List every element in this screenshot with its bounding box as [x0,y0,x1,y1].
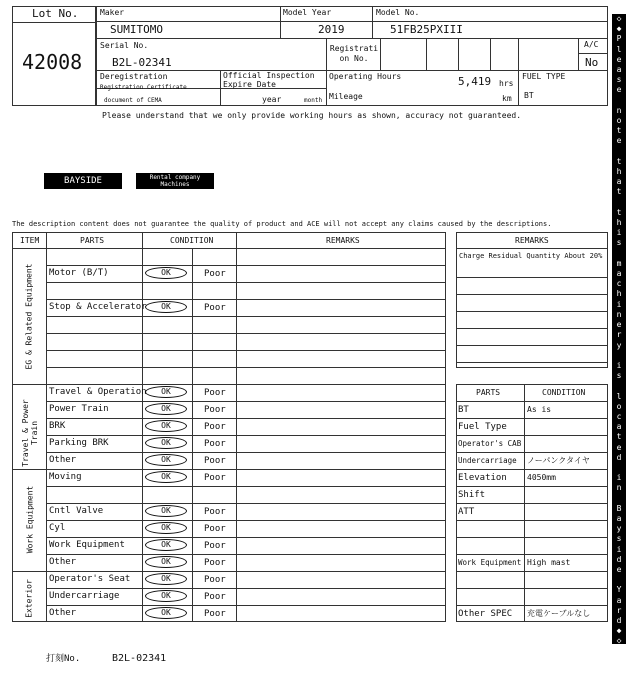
grid-line [456,605,608,606]
sidebar-char [612,381,626,391]
sidebar-char: o [616,401,622,411]
sidebar-char: ◇ [616,636,622,646]
document-cema-label: document of CEMA [104,97,162,104]
grid-line [456,520,608,521]
poor-option[interactable]: Poor [204,541,226,551]
bayside-label: BAYSIDE [64,176,102,186]
row-part: Moving [49,472,82,482]
grid-line [456,362,608,363]
condition-header: CONDITION [170,236,214,245]
sidebar-char [612,575,626,585]
row-part: Motor (B/T) [49,268,109,278]
sidebar-char: h [616,289,622,299]
grid-line [456,401,608,402]
sidebar-char [612,463,626,473]
grid-line [12,571,446,572]
ok-oval[interactable]: OK [145,471,187,483]
sidebar-char: s [616,238,622,248]
fuel-type-label: FUEL TYPE [522,72,566,81]
right-part-label: Undercarriage [458,456,517,465]
ok-oval[interactable]: OK [145,505,187,517]
ok-oval[interactable]: OK [145,590,187,602]
row-part: Cntl Valve [49,506,104,516]
sidebar-char: e [616,564,622,574]
sidebar-char: c [616,411,622,421]
grid-line [46,333,446,334]
sidebar-char: ◇ [616,14,622,23]
poor-option[interactable]: Poor [204,507,226,517]
poor-option[interactable]: Poor [204,405,226,415]
sidebar-char: c [616,279,622,289]
poor-option[interactable]: Poor [204,422,226,432]
sidebar-char: n [616,483,622,493]
footer-value: B2L-02341 [112,653,167,664]
row-part: Stop & Accelerator [49,302,147,312]
registration-label: Registrati on No. [329,44,379,63]
sidebar-char: y [616,340,622,350]
row-part: Cyl [49,523,66,533]
row-part: Work Equipment [49,540,125,550]
grid-line [456,452,608,453]
sidebar-char: a [616,65,622,75]
ac-value: No [585,56,599,69]
grid-line [46,435,446,436]
sidebar-char: s [616,534,622,544]
official-inspection-label: Official Inspection [223,71,315,80]
bayside-banner [44,173,122,189]
group-travel: Travel & Power Train [21,399,39,467]
poor-option[interactable]: Poor [204,558,226,568]
grid-line [456,469,608,470]
poor-option[interactable]: Poor [204,456,226,466]
right-part-label: Elevation [458,473,507,483]
ok-oval[interactable]: OK [145,420,187,432]
sidebar-char: a [616,177,622,187]
right-part-label: Shift [458,490,486,500]
ok-oval[interactable]: OK [145,556,187,568]
right-part-condition: ノーパンクタイヤ [527,456,590,465]
sidebar-char: e [616,54,622,64]
group-work: Work Equipment [25,485,35,554]
row-part: Operator's Seat [49,574,131,584]
poor-option[interactable]: Poor [204,609,226,619]
grid-line [46,537,446,538]
ok-oval[interactable]: OK [145,386,187,398]
grid-line [46,452,446,453]
rental-line-2: Machines [160,181,190,188]
grid-line [46,486,446,487]
lot-no: 42008 [22,50,83,74]
remarks-header: REMARKS [326,236,360,245]
operating-hours-value: 5,419 [458,75,492,88]
registration-certificate-label: Registration Certificate [100,84,187,91]
row-part: Undercarriage [49,591,120,601]
row-part: Other [49,455,77,465]
sidebar-char: i [616,473,622,483]
grid-line [46,401,446,402]
expire-date-label: Expire Date [223,80,276,89]
grid-line [456,311,608,312]
deregistration-label: Deregistration [100,72,168,81]
sidebar-char: Y [616,585,622,595]
ok-oval[interactable]: OK [145,267,187,279]
sidebar-char: h [616,167,622,177]
mileage-label: Mileage [329,92,363,101]
grid-line [456,571,608,572]
sidebar-char: a [616,422,622,432]
row-part: Other [49,557,77,567]
poor-option[interactable]: Poor [204,524,226,534]
row-part: Parking BRK [49,438,109,448]
sidebar-char: m [616,258,622,268]
ok-oval[interactable]: OK [145,573,187,585]
right-part-condition: 4050mm [527,473,556,482]
grid-line [46,299,446,300]
sidebar-char: l [616,391,622,401]
sidebar-char [612,249,626,259]
sidebar-char: r [616,605,622,615]
grid-line [12,469,446,470]
sidebar-char [612,147,626,157]
sidebar-char: d [616,615,622,625]
sidebar-char: a [616,269,622,279]
sidebar-char: t [616,156,622,166]
sidebar-char: P [616,34,622,44]
maker-label: Maker [100,8,125,17]
rental-banner [136,173,214,189]
grid-line [456,328,608,329]
row-part: Travel & Operation [49,387,147,397]
poor-option[interactable]: Poor [204,592,226,602]
right-condition-header: CONDITION [542,388,586,397]
grid-line [456,294,608,295]
sidebar-char: s [616,75,622,85]
poor-option[interactable]: Poor [204,439,226,449]
row-part: Other [49,608,77,618]
grid-line [456,435,608,436]
sidebar-char [612,494,626,504]
sidebar-char: l [616,44,622,54]
parts-header: PARTS [80,236,105,245]
right-part-condition: As is [527,405,552,414]
sidebar-char: a [616,513,622,523]
sidebar-char: ◆ [616,626,622,636]
sidebar-char: e [616,85,622,95]
right-part-label: BT [458,405,469,415]
model-no-value: 51FB25PXIII [390,23,463,36]
grid-line [456,554,608,555]
poor-option[interactable]: Poor [204,388,226,398]
grid-line [456,418,608,419]
row-part: Power Train [49,404,109,414]
sidebar-char: i [616,360,622,370]
serial-value: B2L-02341 [112,56,172,69]
grid-line [456,345,608,346]
grid-line [46,588,446,589]
sidebar-char: o [616,116,622,126]
month-label: month [304,97,323,104]
item-header: ITEM [20,236,40,245]
right-part-label: Fuel Type [458,422,507,432]
grid-line [46,265,446,266]
sidebar-char: h [616,218,622,228]
right-part-label: ATT [458,507,475,517]
grid-line [46,520,446,521]
group-exterior: Exterior [24,579,34,618]
poor-option[interactable]: Poor [204,575,226,585]
sidebar-char: e [616,442,622,452]
grid-line [46,605,446,606]
right-part-label: Work Equipment [458,558,522,567]
grid-line [46,554,446,555]
sidebar-char: t [616,187,622,197]
poor-option[interactable]: Poor [204,473,226,483]
sidebar-char: i [616,544,622,554]
ok-oval[interactable]: OK [145,539,187,551]
sidebar-char: t [616,432,622,442]
hours-notice: Please understand that we only provide working hours as shown, accuracy not guaranteed. [102,111,522,120]
sidebar-char: e [616,136,622,146]
footer-label: 打刻No. [46,654,81,664]
model-year-value: 2019 [318,23,345,36]
grid-line [46,367,446,368]
group-eg: EG & Related Equipment [24,263,34,370]
grid-line [12,384,446,385]
sidebar-char: a [616,595,622,605]
right-part-condition: High mast [527,558,571,567]
serial-label: Serial No. [100,41,149,50]
sidebar-char: n [616,309,622,319]
ok-oval[interactable]: OK [145,437,187,449]
right-parts-header: PARTS [476,388,501,397]
grid-line [46,418,446,419]
ok-oval[interactable]: OK [145,522,187,534]
ok-oval[interactable]: OK [145,607,187,619]
sidebar-char: r [616,330,622,340]
ok-oval[interactable]: OK [145,301,187,313]
grid-line [456,486,608,487]
maker-value: SUMITOMO [110,23,163,36]
year-label: year [262,95,282,104]
grid-line [46,350,446,351]
sidebar-char: e [616,320,622,330]
main-table [12,232,446,622]
rental-line-1: Rental company [149,174,201,181]
sidebar-char [612,198,626,208]
sidebar-char [612,96,626,106]
poor-option[interactable]: Poor [204,303,226,313]
sidebar-char: B [616,503,622,513]
hrs-label: hrs [499,79,514,88]
ok-oval[interactable]: OK [145,403,187,415]
grid-line [456,537,608,538]
model-year-label: Model Year [283,8,332,17]
km-label: km [502,94,512,103]
fuel-type-value: BT [524,91,534,100]
row-part: BRK [49,421,66,431]
right-remarks-line1: Charge Residual Quantity About 20% [459,252,603,260]
lot-no-label: Lot No. [32,7,79,20]
grid-line [46,316,446,317]
sidebar-char: y [616,524,622,534]
grid-line [456,277,608,278]
sidebar-char: d [616,452,622,462]
grid-line [456,503,608,504]
ok-oval[interactable]: OK [145,454,187,466]
grid-line [456,588,608,589]
disclaimer: The description content does not guarantee the quality of product and ACE will not accept any claims caused by the descriptions. [12,220,552,228]
sidebar-char: t [616,126,622,136]
right-part-condition: 充電ケーブルなし [527,609,591,618]
sidebar-char: ◆ [616,24,622,34]
sidebar-char [612,351,626,361]
right-part-label: Operator's CAB [458,439,522,448]
bayside-sidebar [612,14,626,644]
sidebar-char: n [616,105,622,115]
poor-option[interactable]: Poor [204,269,226,279]
model-no-label: Model No. [376,8,420,17]
sidebar-char: s [616,371,622,381]
right-part-label: Other SPEC [458,609,513,619]
sidebar-char: t [616,207,622,217]
sidebar-char: i [616,228,622,238]
sidebar-char: i [616,299,622,309]
sidebar-char: d [616,554,622,564]
ac-label: A/C [584,40,599,49]
grid-line [46,503,446,504]
right-remarks-header: REMARKS [515,236,549,245]
operating-hours-label: Operating Hours [329,72,402,81]
grid-line [46,282,446,283]
